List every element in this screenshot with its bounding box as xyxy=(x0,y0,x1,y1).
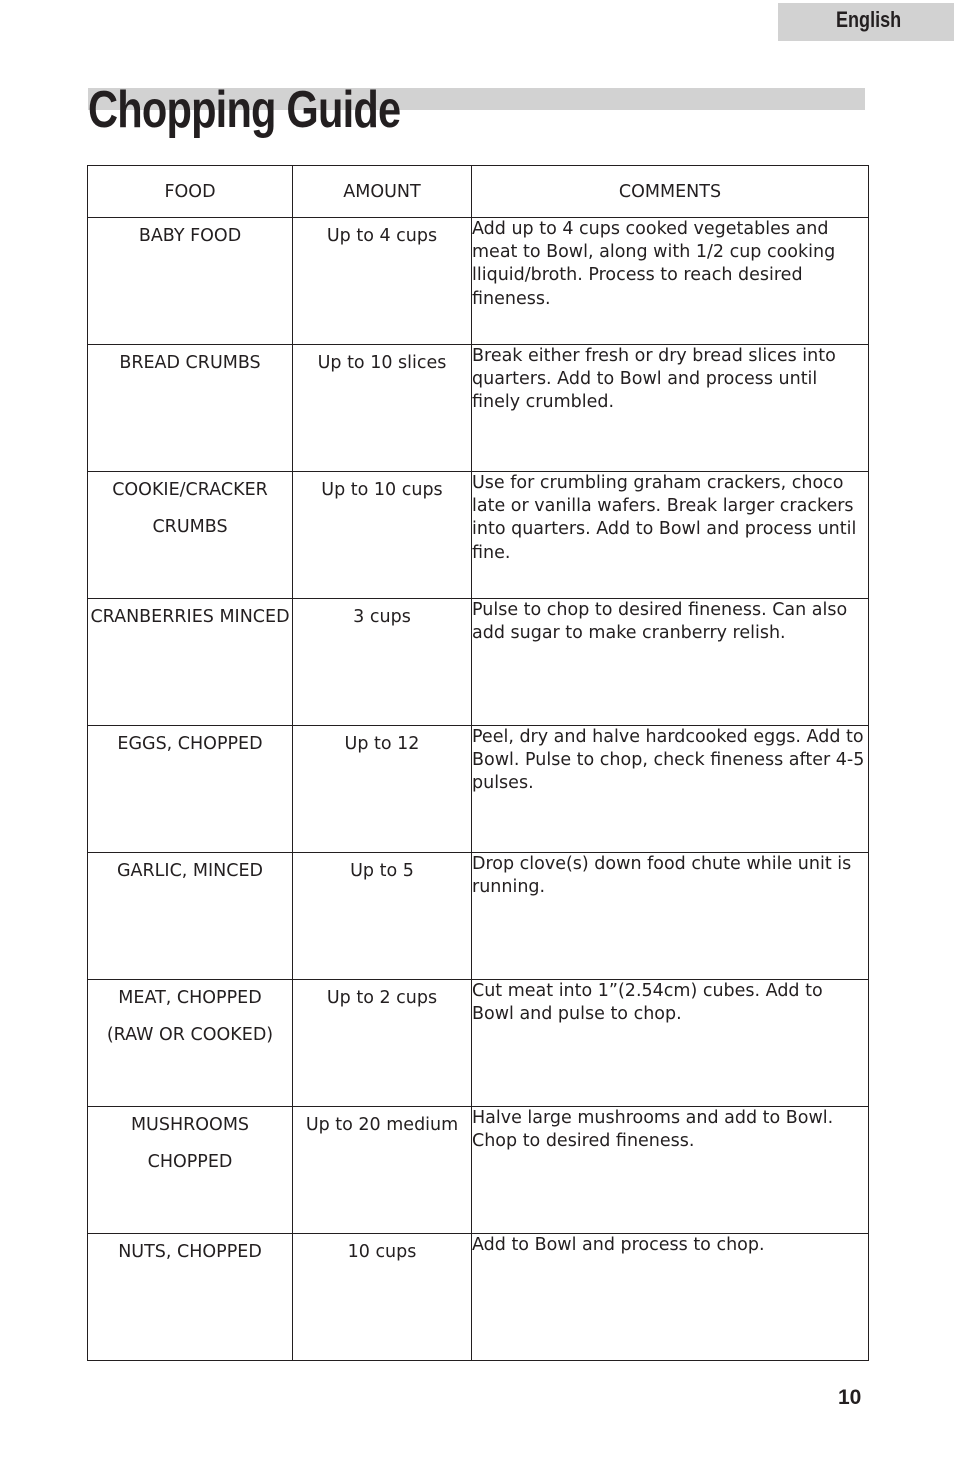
food-cell xyxy=(88,980,293,1107)
comments-cell: Pulse to chop to desired fineness. Can also add sugar to make cranberry relish. xyxy=(472,599,869,726)
table-row xyxy=(88,599,869,726)
food-cell xyxy=(88,599,293,726)
amount-cell: Up to 4 cups xyxy=(293,218,472,345)
comments-cell: Peel, dry and halve hardcooked eggs. Add to Bowl. Pulse to chop, check fineness after 4-5 pulses. xyxy=(472,726,869,853)
food-cell xyxy=(88,345,293,472)
amount-cell: Up to 12 xyxy=(293,726,472,853)
comments-cell: Drop clove(s) down food chute while unit is running. xyxy=(472,853,869,980)
food-label: CHOPPED xyxy=(147,1152,233,1172)
food-cell xyxy=(88,853,293,980)
amount-cell: 10 cups xyxy=(293,1234,472,1361)
food-label: NUTS, CHOPPED xyxy=(118,1242,262,1262)
chopping-guide-table xyxy=(87,165,869,1361)
table-row xyxy=(88,472,869,599)
table-body xyxy=(88,218,869,1361)
amount-cell: Up to 20 medium xyxy=(293,1107,472,1234)
amount-cell: 3 cups xyxy=(293,599,472,726)
food-label: MEAT, CHOPPED xyxy=(118,988,262,1008)
header-amount: AMOUNT xyxy=(293,166,472,218)
food-label: BABY FOOD xyxy=(138,226,242,246)
table-row xyxy=(88,218,869,345)
food-cell xyxy=(88,472,293,599)
food-cell xyxy=(88,726,293,853)
header-food: FOOD xyxy=(88,166,293,218)
table-row xyxy=(88,980,869,1107)
amount-cell: Up to 5 xyxy=(293,853,472,980)
amount-cell: Up to 10 cups xyxy=(293,472,472,599)
food-cell xyxy=(88,1107,293,1234)
food-label: (RAW OR COOKED) xyxy=(106,1025,274,1045)
table-row xyxy=(88,1234,869,1361)
amount-cell: Up to 10 slices xyxy=(293,345,472,472)
comments-cell: Halve large mushrooms and add to Bowl. Chop to desired fineness. xyxy=(472,1107,869,1234)
comments-cell: Add to Bowl and process to chop. xyxy=(472,1234,869,1361)
language-label: English xyxy=(836,7,902,32)
food-label: BREAD CRUMBS xyxy=(119,353,261,373)
language-tab xyxy=(778,3,954,41)
food-label: COOKIE/CRACKER xyxy=(112,480,268,500)
food-cell xyxy=(88,218,293,345)
food-label: GARLIC, MINCED xyxy=(116,861,264,881)
food-label: MUSHROOMS xyxy=(130,1115,250,1135)
food-label: CRANBERRIES MINCED xyxy=(90,607,290,627)
table-header-row xyxy=(88,166,869,218)
food-label: EGGS, CHOPPED xyxy=(117,734,263,754)
table-row xyxy=(88,1107,869,1234)
header-comments: COMMENTS xyxy=(472,166,869,218)
comments-cell: Break either fresh or dry bread slices into quarters. Add to Bowl and process until finely crumbled. xyxy=(472,345,869,472)
food-cell xyxy=(88,1234,293,1361)
comments-cell: Use for crumbling graham crackers, choco late or vanilla wafers. Break larger crackers into quarters. Add to Bowl and process until fine. xyxy=(472,472,869,599)
comments-cell: Add up to 4 cups cooked vegetables and meat to Bowl, along with 1/2 cup cooking lliquid/broth. Process to reach desired fineness. xyxy=(472,218,869,345)
amount-cell: Up to 2 cups xyxy=(293,980,472,1107)
comments-cell: Cut meat into 1”(2.54cm) cubes. Add to Bowl and pulse to chop. xyxy=(472,980,869,1107)
food-label: CRUMBS xyxy=(152,517,228,537)
table-row xyxy=(88,726,869,853)
page-title: Chopping Guide xyxy=(88,81,401,139)
table-row xyxy=(88,345,869,472)
table-row xyxy=(88,853,869,980)
page-number: 10 xyxy=(838,1386,862,1409)
